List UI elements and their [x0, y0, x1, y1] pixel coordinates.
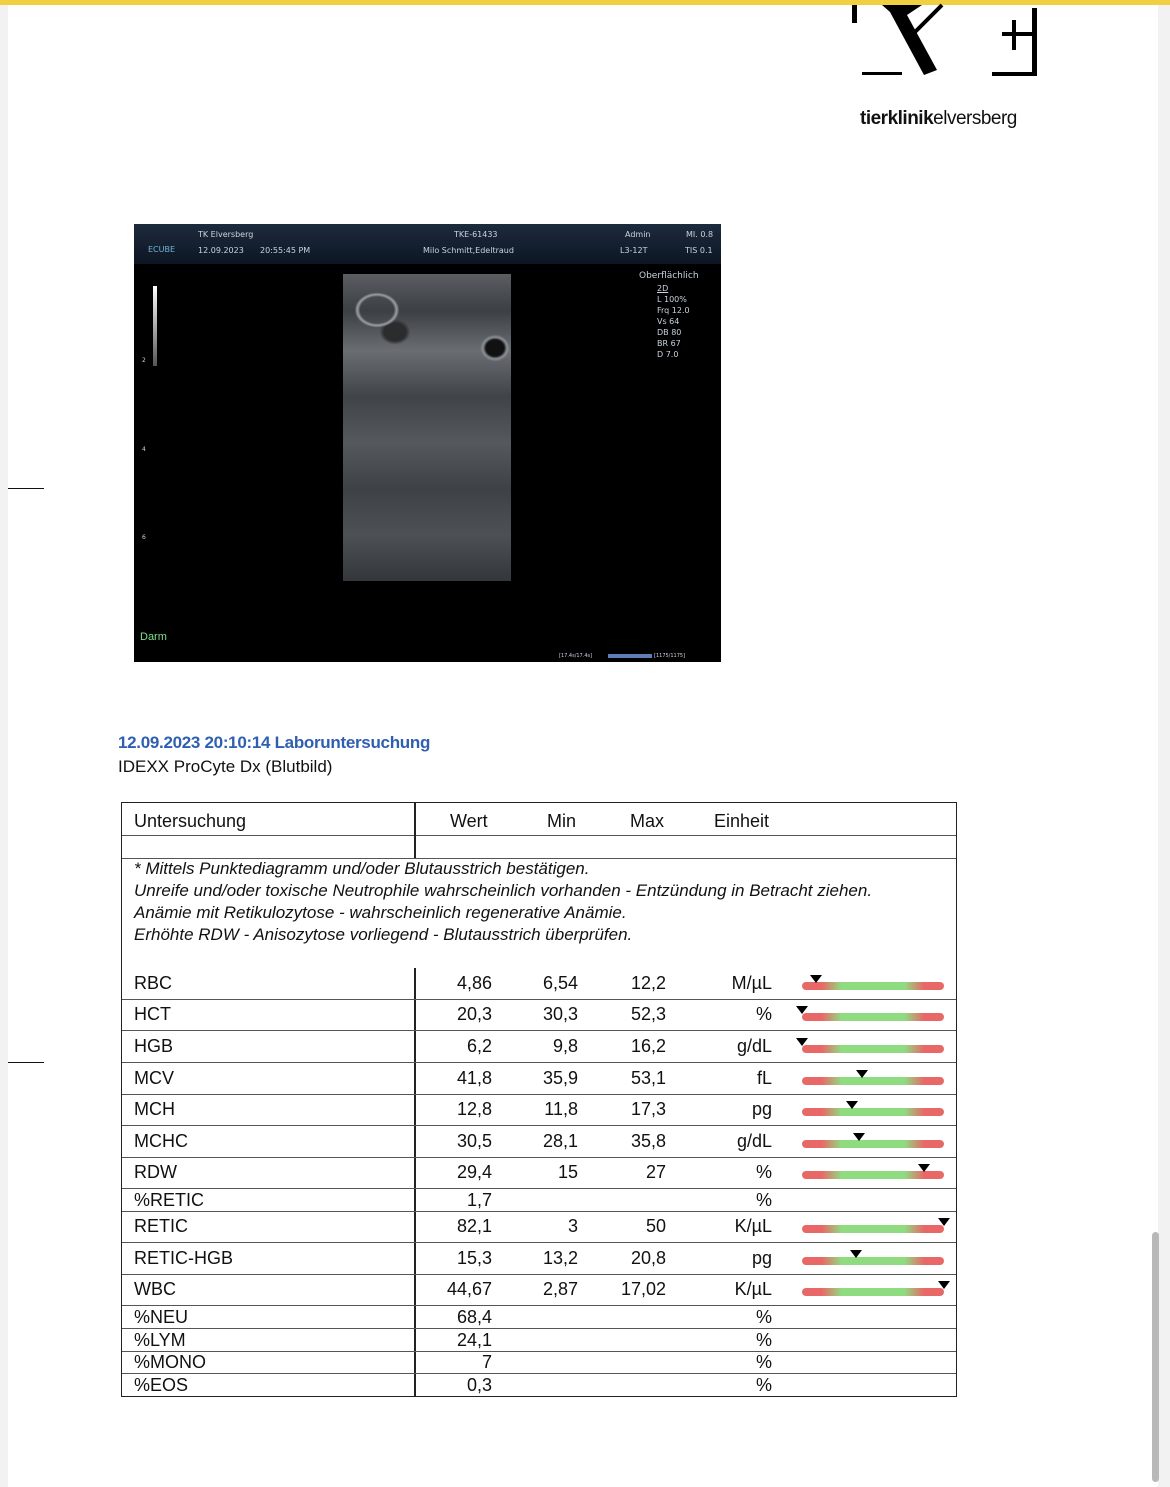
- test-value: 1,7: [466, 1190, 492, 1210]
- us-label: Darm: [140, 631, 167, 643]
- test-min: 35,9: [542, 1068, 578, 1088]
- test-name: RETIC: [134, 1216, 188, 1236]
- table-row: [122, 1329, 956, 1351]
- range-bar: [802, 1013, 944, 1021]
- test-value: 41,8: [456, 1068, 492, 1088]
- depth-mark: 4: [142, 446, 146, 453]
- value-marker-icon: [938, 1281, 950, 1289]
- test-name: %EOS: [134, 1375, 189, 1395]
- frame-left: [17.4s/17.4s]: [559, 653, 593, 659]
- test-max: 35,8: [630, 1131, 666, 1151]
- us-param: Vs 64: [657, 317, 680, 326]
- table-row: [122, 1189, 956, 1211]
- test-unit: %: [755, 1330, 772, 1350]
- test-min: 9,8: [552, 1036, 578, 1056]
- test-min: 6,54: [542, 973, 578, 993]
- lab-results-table: [121, 802, 957, 1397]
- us-user: Admin: [625, 230, 651, 239]
- us-probe: L3-12T: [620, 246, 648, 255]
- range-bar: [802, 1171, 944, 1179]
- test-min: 13,2: [542, 1248, 578, 1268]
- value-marker-icon: [856, 1070, 868, 1078]
- note: Anämie mit Retikulozytose - wahrscheinlich regenerative Anämie.: [134, 903, 627, 922]
- test-name: HCT: [134, 1004, 171, 1024]
- test-max: 27: [645, 1162, 666, 1182]
- clinic-brand: tierklinikelversberg: [860, 108, 1017, 129]
- test-unit: pg: [751, 1099, 772, 1119]
- test-min: 2,87: [542, 1279, 578, 1299]
- test-value: 68,4: [456, 1307, 492, 1327]
- logo-text: TKE: [947, 39, 951, 41]
- header-min: Min: [547, 811, 577, 831]
- table-row: [122, 1374, 956, 1396]
- table-row: [122, 1274, 956, 1305]
- depth-mark: 6: [142, 534, 146, 541]
- table-row: [122, 1306, 956, 1328]
- test-value: 15,3: [456, 1248, 492, 1268]
- test-unit: %: [755, 1162, 772, 1182]
- test-unit: fL: [756, 1068, 772, 1088]
- us-tis: TIS 0.1: [685, 246, 713, 255]
- value-marker-icon: [810, 975, 822, 983]
- test-name: MCH: [134, 1099, 175, 1119]
- frame-right: [1175/1175]: [654, 653, 686, 659]
- table-row: [122, 1031, 956, 1062]
- test-min: 30,3: [542, 1004, 578, 1024]
- test-value: 30,5: [456, 1131, 492, 1151]
- test-unit: %: [755, 1307, 772, 1327]
- table-row: [122, 1243, 956, 1274]
- us-param: 2D: [657, 284, 669, 293]
- us-mi: MI. 0.8: [686, 230, 714, 239]
- note: * Mittels Punktediagramm und/oder Blutausstrich bestätigen.: [134, 859, 590, 878]
- test-max: 20,8: [630, 1248, 666, 1268]
- test-value: 6,2: [466, 1036, 492, 1056]
- test-min: 28,1: [542, 1131, 578, 1151]
- value-marker-icon: [853, 1133, 865, 1141]
- us-time: 20:55:45 PM: [260, 246, 311, 255]
- us-param: BR 67: [657, 339, 681, 348]
- test-name: %NEU: [134, 1307, 189, 1327]
- ultrasound-scan: [343, 274, 511, 581]
- lab-title: 12.09.2023 20:10:14 Laboruntersuchung: [118, 733, 431, 752]
- test-value: 29,4: [456, 1162, 492, 1182]
- test-min: 3: [567, 1216, 578, 1236]
- test-unit: %: [755, 1352, 772, 1372]
- test-unit: K/µL: [734, 1279, 772, 1299]
- range-bar: [802, 982, 944, 990]
- value-marker-icon: [938, 1218, 950, 1226]
- range-bar: [802, 1257, 944, 1265]
- test-value: 44,67: [446, 1279, 492, 1299]
- test-unit: %: [755, 1375, 772, 1395]
- us-preset: Oberflächlich: [639, 271, 699, 281]
- margin-mark: [8, 488, 44, 489]
- us-param: L 100%: [657, 295, 687, 304]
- value-marker-icon: [850, 1250, 862, 1258]
- us-patient-id: TKE-61433: [454, 230, 498, 239]
- test-max: 50: [645, 1216, 666, 1236]
- test-unit: %: [755, 1190, 772, 1210]
- table-row: [122, 999, 956, 1030]
- us-brand: ECUBE: [148, 245, 176, 254]
- test-value: 82,1: [456, 1216, 492, 1236]
- header-max: Max: [630, 811, 665, 831]
- table-row: [122, 1063, 956, 1094]
- test-value: 24,1: [456, 1330, 492, 1350]
- table-row: [122, 1157, 956, 1188]
- test-value: 7: [481, 1352, 492, 1372]
- test-name: WBC: [134, 1279, 176, 1299]
- range-bar: [802, 1140, 944, 1148]
- test-name: HGB: [134, 1036, 174, 1056]
- clinic-logo: [852, 0, 1042, 80]
- header-test: Untersuchung: [134, 811, 247, 831]
- divider: [122, 835, 956, 836]
- depth-mark: 2: [142, 357, 146, 364]
- value-marker-icon: [796, 1038, 808, 1046]
- column-divider: [414, 803, 416, 858]
- table-row: [122, 1351, 956, 1373]
- range-bar: [802, 1108, 944, 1116]
- test-name: %LYM: [134, 1330, 186, 1350]
- test-name: MCHC: [134, 1131, 188, 1151]
- test-unit: M/µL: [731, 973, 772, 993]
- us-param: DB 80: [657, 328, 682, 337]
- test-max: 17,3: [630, 1099, 666, 1119]
- test-unit: %: [755, 1004, 772, 1024]
- test-max: 52,3: [630, 1004, 666, 1024]
- note: Unreife und/oder toxische Neutrophile wahrscheinlich vorhanden - Entzündung in Betracht ziehen.: [134, 881, 873, 900]
- test-name: RDW: [134, 1162, 177, 1182]
- table-row: [122, 1094, 956, 1125]
- range-bar: [802, 1077, 944, 1085]
- cine-bar: [608, 654, 652, 658]
- range-bar: [802, 1225, 944, 1233]
- us-date: 12.09.2023: [198, 246, 244, 255]
- table-row: [122, 1126, 956, 1157]
- lab-device: IDEXX ProCyte Dx (Blutbild): [118, 757, 333, 776]
- value-marker-icon: [846, 1101, 858, 1109]
- test-max: 17,02: [620, 1279, 666, 1299]
- test-name: %RETIC: [134, 1190, 205, 1210]
- range-bar: [802, 1288, 944, 1296]
- us-patient-name: Milo Schmitt,Edeltraud: [423, 246, 514, 255]
- test-unit: g/dL: [736, 1036, 772, 1056]
- value-marker-icon: [918, 1164, 930, 1172]
- test-max: 12,2: [630, 973, 666, 993]
- table-row: [122, 968, 956, 999]
- test-name: RBC: [134, 973, 173, 993]
- ultrasound-image: [134, 224, 721, 662]
- us-param: D 7.0: [657, 350, 679, 359]
- test-name: MCV: [134, 1068, 174, 1088]
- test-value: 0,3: [466, 1375, 492, 1395]
- notes: [134, 858, 934, 946]
- us-clinic: TK Elversberg: [198, 230, 254, 239]
- range-bar: [802, 1045, 944, 1053]
- table-row: [122, 1211, 956, 1242]
- test-min: 15: [557, 1162, 578, 1182]
- test-name: RETIC-HGB: [134, 1248, 233, 1268]
- test-unit: K/µL: [734, 1216, 772, 1236]
- test-value: 4,86: [456, 973, 492, 993]
- scrollbar[interactable]: [1152, 1232, 1159, 1482]
- margin-mark: [8, 1062, 44, 1063]
- header-unit: Einheit: [714, 811, 770, 831]
- test-max: 16,2: [630, 1036, 666, 1056]
- test-unit: pg: [751, 1248, 772, 1268]
- test-value: 12,8: [456, 1099, 492, 1119]
- grayscale-bar: [153, 286, 157, 366]
- value-marker-icon: [796, 1006, 808, 1014]
- test-max: 53,1: [630, 1068, 666, 1088]
- test-value: 20,3: [456, 1004, 492, 1024]
- test-unit: g/dL: [736, 1131, 772, 1151]
- note: Erhöhte RDW - Anisozytose vorliegend - Blutausstrich überprüfen.: [134, 925, 633, 944]
- test-name: %MONO: [134, 1352, 206, 1372]
- test-min: 11,8: [544, 1099, 578, 1119]
- header-value: Wert: [450, 811, 488, 831]
- us-param: Frq 12.0: [657, 306, 690, 315]
